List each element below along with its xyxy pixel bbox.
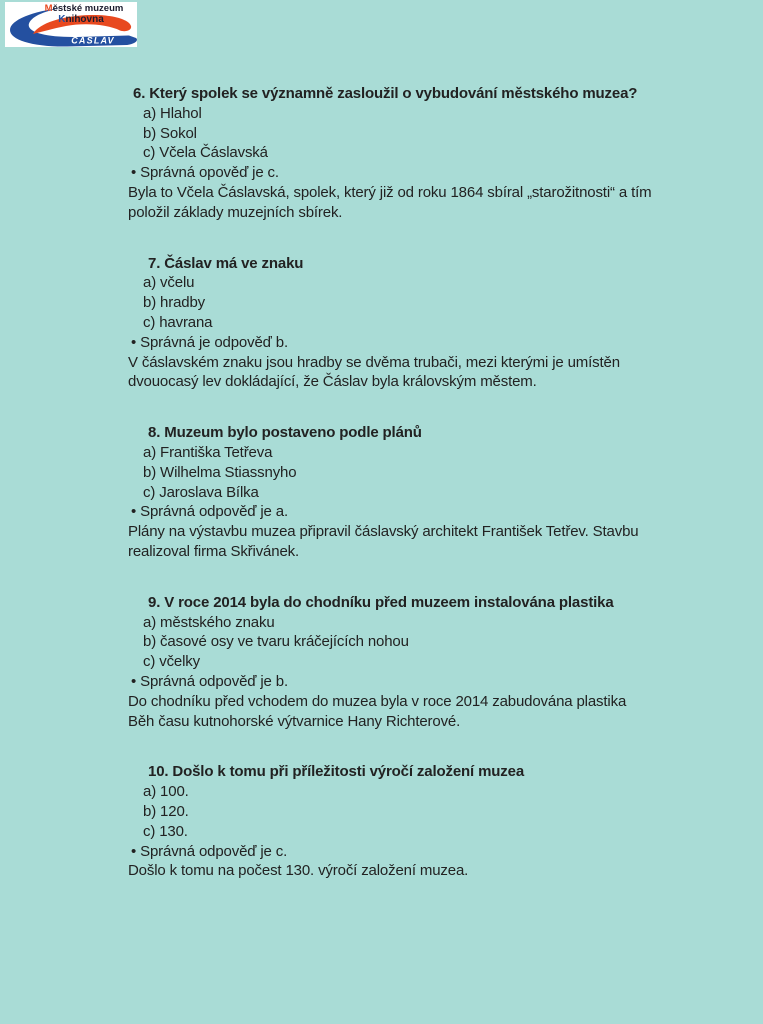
answer-line: • Správná odpověď je a. [131, 503, 288, 521]
answer-line: • Správná opověď je c. [131, 164, 279, 182]
question-heading: 8. Muzeum bylo postaveno podle plánů [148, 424, 422, 442]
answer-line: • Správná je odpověď b. [131, 333, 288, 351]
question-heading: 10. Došlo k tomu při příležitosti výročí založení muzea [148, 763, 525, 781]
option-line: a) včelu [143, 274, 195, 292]
option-line: a) Františka Tetřeva [143, 443, 273, 461]
quiz [128, 84, 739, 912]
question-options [128, 782, 739, 841]
option-line: c) Jaroslava Bílka [143, 483, 259, 501]
option-line: a) městského znaku [143, 613, 275, 631]
question-explanation [128, 353, 739, 393]
explanation-line: realizoval firma Skřivánek. [128, 542, 300, 560]
logo-title-line2-rest: nihovna [65, 14, 104, 25]
option-line: b) časové osy ve tvaru kráčejících nohou [143, 633, 409, 651]
question-heading: 7. Čáslav má ve znaku [148, 254, 304, 272]
answer-line: • Správná odpověď je b. [131, 672, 288, 690]
option-line: c) včelky [143, 653, 200, 671]
logo-initial-k: K [58, 14, 66, 25]
logo-title-line1 [33, 3, 135, 14]
question-block [128, 593, 739, 732]
explanation-line: Plány na výstavbu muzea připravil čáslavský architekt František Tetřev. Stavbu [128, 523, 639, 541]
question-options [128, 104, 739, 163]
question-options [128, 443, 739, 502]
logo-initial-m: M [44, 3, 53, 14]
option-line: a) Hlahol [143, 104, 202, 122]
logo-banner-text: ČÁSLAV [71, 35, 115, 46]
question-options [128, 613, 739, 672]
question-explanation [128, 861, 739, 881]
option-line: b) 120. [143, 802, 189, 820]
option-line: b) Wilhelma Stiassnyho [143, 463, 297, 481]
question-explanation [128, 522, 739, 562]
question-options [128, 273, 739, 332]
question-block [128, 423, 739, 562]
explanation-line: položil základy muzejních sbírek. [128, 203, 343, 221]
question-explanation [128, 692, 739, 732]
question-heading: 6. Který spolek se významně zasloužil o vybudování městského muzea? [133, 85, 638, 102]
question-heading: 9. V roce 2014 byla do chodníku před muzeem instalována plastika [148, 593, 614, 611]
option-line: c) 130. [143, 822, 188, 840]
question-explanation [128, 183, 739, 223]
question-block [128, 762, 739, 881]
question-block [128, 254, 739, 393]
explanation-line: V čáslavském znaku jsou hradby se dvěma trubači, mezi kterými je umístěn [128, 353, 620, 371]
option-line: b) Sokol [143, 124, 197, 142]
answer-line: • Správná odpověď je c. [131, 842, 288, 860]
option-line: b) hradby [143, 294, 206, 312]
explanation-line: dvouocasý lev dokládající, že Čáslav byla královským městem. [128, 373, 537, 391]
explanation-line: Běh času kutnohorské výtvarnice Hany Richterové. [128, 712, 461, 730]
option-line: a) 100. [143, 783, 189, 801]
explanation-line: Došlo k tomu na počest 130. výročí založení muzea. [128, 862, 469, 880]
option-line: c) Včela Čáslavská [143, 144, 268, 162]
question-block [128, 84, 739, 223]
logo-title-line1-rest: ěstské muzeum [52, 3, 124, 14]
explanation-line: Do chodníku před vchodem do muzea byla v roce 2014 zabudována plastika [128, 692, 627, 710]
logo-title-line2 [45, 14, 117, 25]
explanation-line: Byla to Včela Čáslavská, spolek, který již od roku 1864 sbíral „starožitnosti“ a tím [128, 183, 652, 201]
option-line: c) havrana [143, 313, 213, 331]
museum-library-logo [5, 2, 137, 47]
